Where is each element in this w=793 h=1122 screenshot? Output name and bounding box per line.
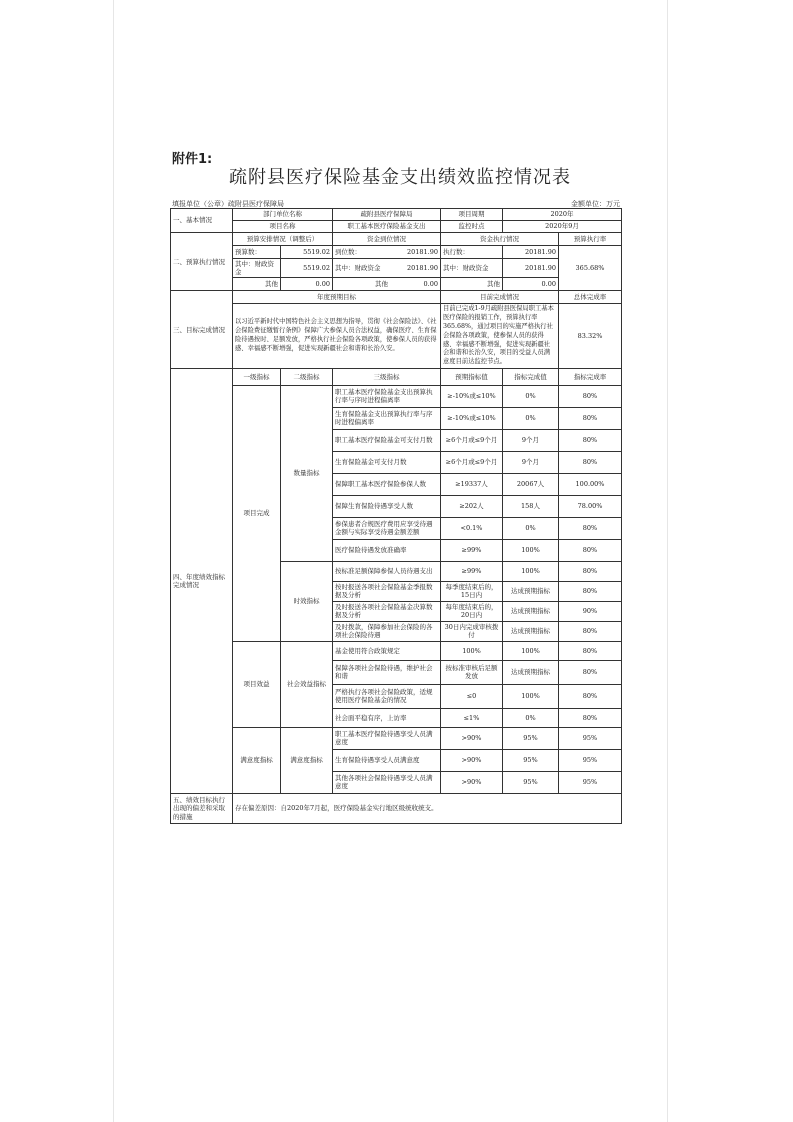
- indicator-rate: 78.00%: [559, 495, 622, 517]
- indicator-expected: ≥99%: [441, 561, 503, 581]
- indicator-name: 及时拨款，保障参加社会保险的各项社会保险待遇: [333, 621, 441, 641]
- indicator-expected: <0.1%: [441, 517, 503, 539]
- scan-edge-left: [113, 0, 114, 1122]
- indicator-expected: 每年度结束后的，20日内: [441, 601, 503, 621]
- budget-exec-value: 20181.90: [503, 246, 559, 259]
- ind-header-actual: 指标完成值: [503, 368, 559, 385]
- budget-header-plan: 预算安排情况（调整后）: [233, 233, 333, 246]
- section-goal: 三、目标完成情况: [171, 291, 233, 369]
- indicator-name: 保障职工基本医疗保险参保人数: [333, 473, 441, 495]
- performance-table: [170, 208, 622, 824]
- indicator-name: 职工基本医疗保险待遇享受人员满意度: [333, 727, 441, 749]
- budget-plan-other-label: 其他: [233, 278, 281, 291]
- indicator-name: 医疗保险待遇发放准确率: [333, 539, 441, 561]
- indicator-rate: 90%: [559, 601, 622, 621]
- ind-header-l1: 一级指标: [233, 368, 281, 385]
- indicator-name: 严格执行各项社会保险政策，适规使用医疗保险基金的情况: [333, 684, 441, 708]
- indicator-rate: 80%: [559, 561, 622, 581]
- budget-plan-fiscal-label: 其中：财政资金: [233, 259, 281, 278]
- budget-plan-label: 预算数：: [233, 246, 281, 259]
- indicator-expected: ≥99%: [441, 539, 503, 561]
- indicator-name: 及时报送各项社会保险基金决算数据及分析: [333, 601, 441, 621]
- section-budget: 二、预算执行情况: [171, 233, 233, 291]
- monitor-label: 监控时点: [441, 221, 503, 233]
- indicator-name: 职工基本医疗保险基金支出预算执行率与序时进程偏离率: [333, 385, 441, 407]
- indicator-actual: 100%: [503, 561, 559, 581]
- goal-header-current: 目前完成情况: [441, 291, 559, 304]
- document-title: 疏附县医疗保险基金支出绩效监控情况表: [229, 167, 571, 188]
- ind-header-rate: 指标完成率: [559, 368, 622, 385]
- fill-unit: 填报单位（公章）疏附县医疗保障局: [172, 200, 284, 208]
- budget-exec-rate: 365.68%: [559, 246, 622, 291]
- indicator-name: 生育保险基金可支付月数: [333, 451, 441, 473]
- indicator-rate: 80%: [559, 641, 622, 660]
- indicator-actual: 0%: [503, 708, 559, 727]
- cycle-label: 项目周期: [441, 209, 503, 221]
- dept-label: 部门单位名称: [233, 209, 333, 221]
- indicator-rate: 80%: [559, 684, 622, 708]
- indicator-actual: 100%: [503, 539, 559, 561]
- indicator-name: 生育保险待遇享受人员满意度: [333, 749, 441, 771]
- goal-header-expected: 年度预期目标: [233, 291, 441, 304]
- indicator-expected: ≥-10%或≤10%: [441, 407, 503, 429]
- indicator-rate: 80%: [559, 451, 622, 473]
- indicator-actual: 0%: [503, 517, 559, 539]
- indicator-actual: 95%: [503, 771, 559, 793]
- indicator-rate: 80%: [559, 407, 622, 429]
- budget-exec-other-label: 其他: [441, 278, 503, 291]
- indicator-expected: 100%: [441, 641, 503, 660]
- indicator-actual: 95%: [503, 749, 559, 771]
- attachment-label: 附件1:: [172, 152, 213, 167]
- l1-project-completion: 项目完成: [233, 385, 281, 641]
- indicator-rate: 95%: [559, 771, 622, 793]
- indicator-rate: 80%: [559, 539, 622, 561]
- ind-header-l2: 二级指标: [281, 368, 333, 385]
- ind-header-expected: 预期指标值: [441, 368, 503, 385]
- indicator-rate: 80%: [559, 708, 622, 727]
- indicator-actual: 100%: [503, 641, 559, 660]
- indicator-rate: 80%: [559, 517, 622, 539]
- indicator-expected: ≥-10%或≤10%: [441, 385, 503, 407]
- budget-exec-label: 执行数：: [441, 246, 503, 259]
- indicator-name: 社会面平稳有序，上访率: [333, 708, 441, 727]
- budget-exec-fiscal-label: 其中：财政资金: [441, 259, 503, 278]
- indicator-name: 其他各项社会保险待遇享受人员满意度: [333, 771, 441, 793]
- section-basic: 一、基本情况: [171, 209, 233, 233]
- budget-exec-other-value: 0.00: [503, 278, 559, 291]
- l2-satisfaction: 满意度指标: [281, 727, 333, 793]
- indicator-name: 保障各项社会保险待遇，维护社会和谐: [333, 660, 441, 684]
- l1-project-benefit: 项目效益: [233, 641, 281, 727]
- budget-plan-value: 5519.02: [281, 246, 333, 259]
- scan-edge-right: [667, 0, 668, 1122]
- goal-expected-text: 以习近平新时代中国特色社会主义思想为指导，贯彻《社会保险法》、《社会保险费征缴暂行条例》保障广大参保人员合法权益，确保医疗、生育保险待遇按时、足额发放，严格执行社会保险各项政策，使参保人员的获得感、幸福感不断增强，促进实现新疆社会和谐和长治久安。: [233, 304, 441, 369]
- indicator-expected: ≥6个月或≤9个月: [441, 451, 503, 473]
- indicator-expected: 30日内完成审核拨付: [441, 621, 503, 641]
- indicator-expected: ≥19337人: [441, 473, 503, 495]
- cycle-value: 2020年: [503, 209, 622, 221]
- indicator-actual: 100%: [503, 684, 559, 708]
- project-value: 职工基本医疗保险基金支出: [333, 221, 441, 233]
- indicator-rate: 80%: [559, 581, 622, 601]
- ind-header-l3: 三级指标: [333, 368, 441, 385]
- indicator-actual: 达成预期指标: [503, 581, 559, 601]
- budget-header-rate: 预算执行率: [559, 233, 622, 246]
- indicator-actual: 9个月: [503, 429, 559, 451]
- section-indicators: 四、年度绩效指标完成情况: [171, 368, 233, 793]
- indicator-actual: 达成预期指标: [503, 660, 559, 684]
- budget-arrival-other-cell: 其他 0.00: [333, 278, 441, 291]
- monitor-value: 2020年9月: [503, 221, 622, 233]
- indicator-expected: >90%: [441, 727, 503, 749]
- indicator-actual: 158人: [503, 495, 559, 517]
- budget-header-execution: 资金执行情况: [441, 233, 559, 246]
- section-deviation: 五、绩效目标执行出现的偏差和采取的措施: [171, 793, 233, 823]
- indicator-rate: 100.00%: [559, 473, 622, 495]
- budget-plan-fiscal-value: 5519.02: [281, 259, 333, 278]
- indicator-actual: 20067人: [503, 473, 559, 495]
- goal-total-rate: 83.32%: [559, 304, 622, 369]
- indicator-actual: 0%: [503, 407, 559, 429]
- indicator-expected: ≥202人: [441, 495, 503, 517]
- indicator-name: 保障生育保险待遇享受人数: [333, 495, 441, 517]
- budget-arrival-cell: 到位数： 20181.90: [333, 246, 441, 259]
- amount-unit: 金额单位：万元: [571, 200, 620, 208]
- indicator-rate: 80%: [559, 385, 622, 407]
- budget-exec-fiscal-value: 20181.90: [503, 259, 559, 278]
- indicator-expected: 每季度结束后的，15日内: [441, 581, 503, 601]
- indicator-name: 基金使用符合政策规定: [333, 641, 441, 660]
- indicator-expected: 按标准审核后足额发放: [441, 660, 503, 684]
- budget-header-arrival: 资金到位情况: [333, 233, 441, 246]
- l2-timeliness: 时效指标: [281, 561, 333, 641]
- indicator-actual: 95%: [503, 727, 559, 749]
- deviation-text: 存在偏差原因：自2020年7月起，医疗保险基金实行地区级统收统支。: [233, 793, 622, 823]
- indicator-rate: 80%: [559, 660, 622, 684]
- indicator-expected: ≤0: [441, 684, 503, 708]
- indicator-name: 参保患者合规医疗费用应享受待遇金额与实际享受待遇金额差额: [333, 517, 441, 539]
- indicator-name: 职工基本医疗保险基金可支付月数: [333, 429, 441, 451]
- indicator-expected: ≤1%: [441, 708, 503, 727]
- indicator-actual: 0%: [503, 385, 559, 407]
- budget-plan-other-value: 0.00: [281, 278, 333, 291]
- indicator-expected: ≥6个月或≤9个月: [441, 429, 503, 451]
- indicator-actual: 达成预期指标: [503, 601, 559, 621]
- indicator-rate: 95%: [559, 749, 622, 771]
- indicator-name: 生育保险基金支出预算执行率与序时进程偏离率: [333, 407, 441, 429]
- indicator-name: 按时报送各项社会保险基金季报数据及分析: [333, 581, 441, 601]
- l2-social-benefit: 社会效益指标: [281, 641, 333, 727]
- goal-header-rate: 总体完成率: [559, 291, 622, 304]
- indicator-actual: 达成预期指标: [503, 621, 559, 641]
- indicator-expected: >90%: [441, 749, 503, 771]
- goal-current-text: 目前已完成1-9月疏附县医保局职工基本医疗保险的报销工作，预算执行率365.68%，通过项目的实施严格执行社会保险各项政策，使参保人员的获得感、幸福感不断增强，促进实现新疆社会和谐和长治久安，项目的受益人员满意度目前达监控节点。: [441, 304, 559, 369]
- indicator-rate: 80%: [559, 429, 622, 451]
- dept-value: 疏附县医疗保障局: [333, 209, 441, 221]
- indicator-actual: 9个月: [503, 451, 559, 473]
- budget-arrival-fiscal-cell: 其中：财政资金 20181.90: [333, 259, 441, 278]
- indicator-expected: >90%: [441, 771, 503, 793]
- indicator-rate: 80%: [559, 621, 622, 641]
- l2-quantity: 数量指标: [281, 385, 333, 561]
- project-label: 项目名称: [233, 221, 333, 233]
- indicator-name: 按标准足额保障参保人员待遇支出: [333, 561, 441, 581]
- indicator-rate: 95%: [559, 727, 622, 749]
- l1-satisfaction: 满意度指标: [233, 727, 281, 793]
